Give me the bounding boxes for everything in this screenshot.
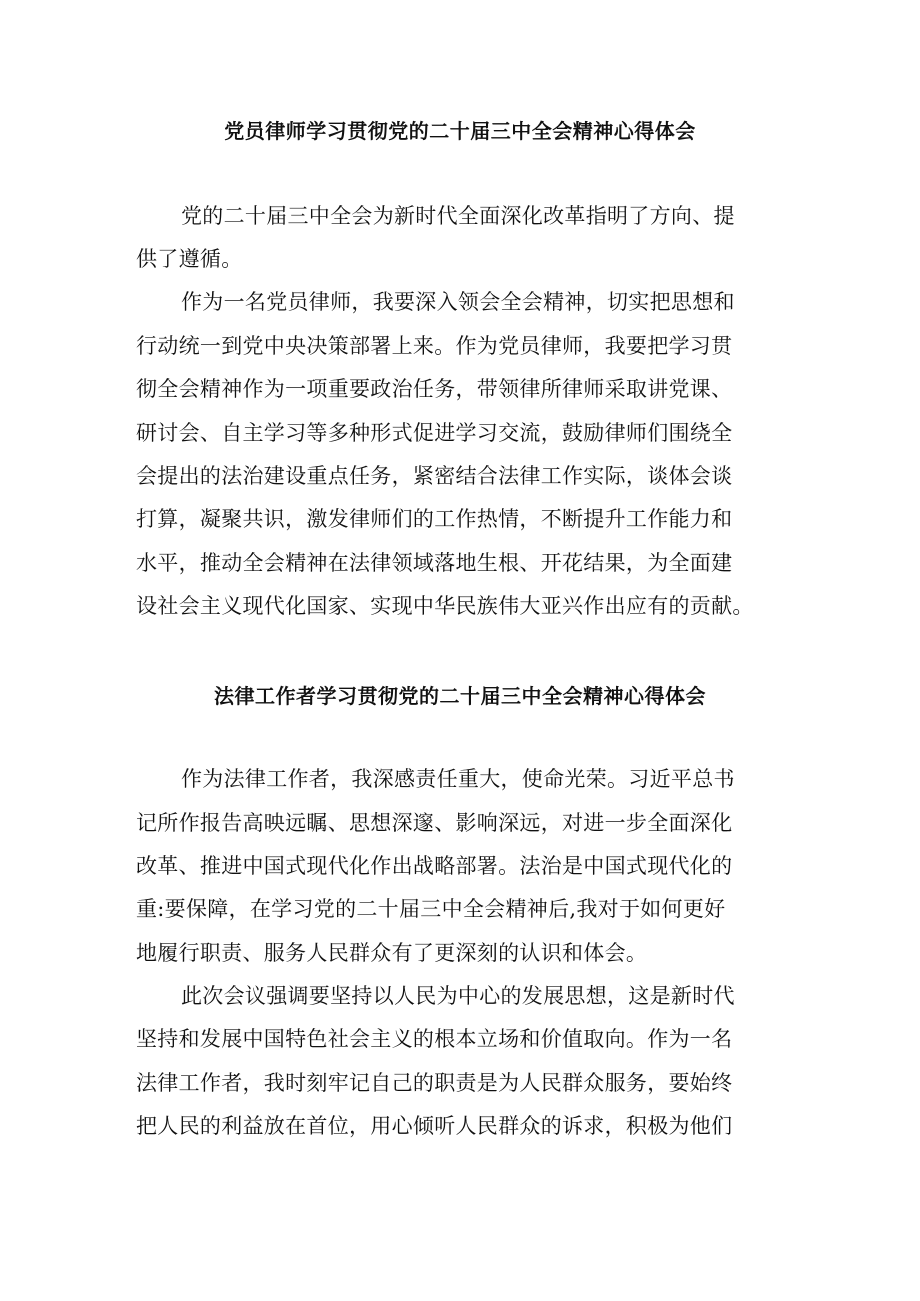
paragraph-line: 党的二十届三中全会为新时代全面深化改革指明了方向、提: [181, 204, 735, 228]
paragraph-line: 水平，推动全会精神在法律领域落地生根、开花结果，为全面建: [136, 551, 733, 575]
paragraph-line: 行动统一到党中央决策部署上来。作为党员律师，我要把学习贯: [136, 334, 733, 358]
paragraph-line: 彻全会精神作为一项重要政治任务，带领律所律师采取讲党课、: [136, 377, 733, 401]
paragraph-line: 作为一名党员律师，我要深入领会全会精神，切实把思想和: [181, 290, 735, 314]
paragraph-line: 地履行职责、服务人民群众有了更深刻的认识和体会。: [136, 941, 648, 965]
paragraph-line: 把人民的利益放在首位，用心倾听人民群众的诉求，积极为他们: [136, 1114, 733, 1138]
paragraph-line: 会提出的法治建设重点任务，紧密结合法律工作实际，谈体会谈: [136, 464, 733, 488]
section-title: 党员律师学习贯彻党的二十届三中全会精神心得体会: [224, 119, 696, 143]
paragraph-line: 打算，凝聚共识，激发律师们的工作热情，不断提升工作能力和: [136, 507, 733, 531]
paragraph-line: 改革、推进中国式现代化作出战略部署。法治是中国式现代化的: [136, 854, 733, 878]
section-title: 法律工作者学习贯彻党的二十届三中全会精神心得体会: [214, 684, 706, 708]
paragraph-line: 设社会主义现代化国家、实现中华民族伟大亚兴作出应有的贡献。: [136, 594, 754, 618]
paragraph-line: 重:要保障，在学习党的二十届三中全会精神后,我对于如何更好: [136, 897, 726, 921]
paragraph-line: 法律工作者，我时刻牢记自己的职责是为人民群众服务，要始终: [136, 1071, 733, 1095]
paragraph-line: 记所作报告高映远瞩、思想深邃、影响深远，对进一步全面深化: [136, 811, 733, 835]
paragraph-line: 作为法律工作者，我深感责任重大，使命光荣。习近平总书: [181, 767, 735, 791]
paragraph-line: 此次会议强调要坚持以人民为中心的发展思想，这是新时代: [181, 984, 735, 1008]
paragraph-line: 研讨会、自主学习等多种形式促进学习交流，鼓励律师们围绕全: [136, 421, 733, 445]
paragraph-line: 坚持和发展中国特色社会主义的根本立场和价值取向。作为一名: [136, 1027, 733, 1051]
paragraph-line: 供了遵循。: [136, 247, 243, 271]
